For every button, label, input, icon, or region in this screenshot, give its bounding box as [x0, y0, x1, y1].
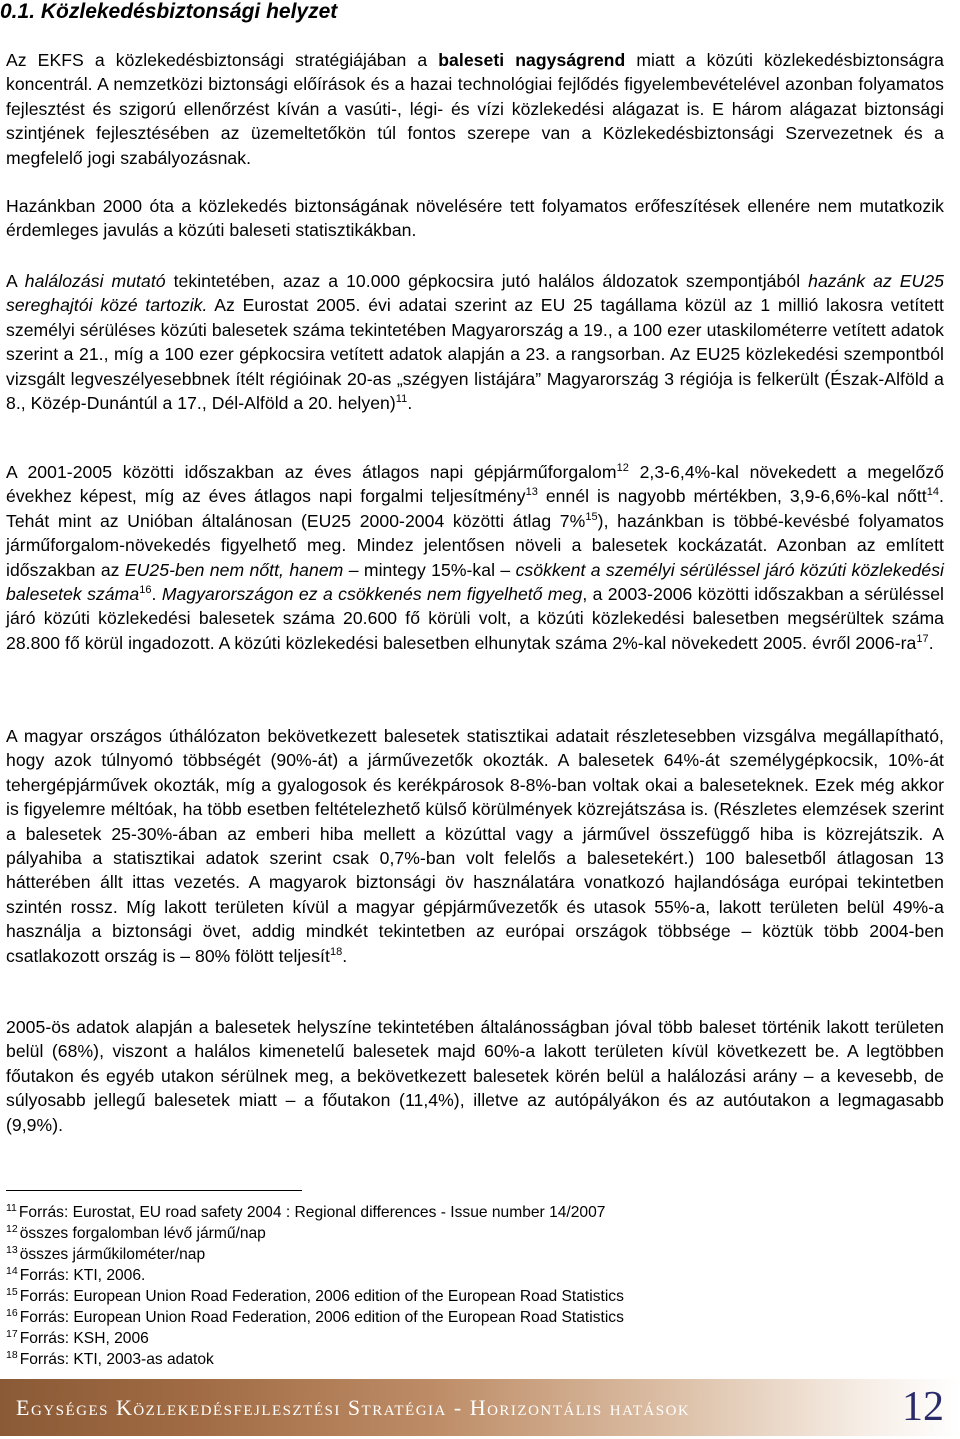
paragraph-1	[6, 48, 944, 170]
footnote-number: 17	[6, 1328, 18, 1340]
footnote-text: Forrás: European Union Road Federation, 2006 edition of the European Road Statistics	[19, 1288, 624, 1305]
section-title: 0.1. Közlekedésbiztonsági helyzet	[0, 0, 338, 23]
italic-text: halálozási mutató	[24, 271, 166, 291]
footnote-number: 15	[6, 1286, 18, 1298]
footnote-number: 18	[6, 1349, 18, 1361]
footnote	[6, 1202, 906, 1223]
paragraph-3	[6, 269, 944, 415]
text-run: 2005-ös adatok alapján a balesetek helyszíne tekintetében általánosságban jóval több baleset történik lakott területen belül (68%), viszont a halálos kimenetelű balesetek majd 60%-a lakott területen kívül következett be. A legtöbben főutakon és egyéb utakon sérülnek meg, a bekövetkezett balesetek körén belül a halálozási arány – a kevesebb, de súlyosabb jellegű balesetek miatt – a főutakon (11,4%), illetve az autópályákon és az autóutakon a legmagasabb (9,9%).	[6, 1017, 944, 1135]
footnote	[6, 1265, 906, 1286]
footnote-reference: 16	[139, 584, 152, 597]
paragraph-block	[6, 460, 944, 655]
text-run: 2,3-6,4%-kal növekedett a megelőző évekhez képest, míg az éves átlagos napi forgalmi teljesítmény	[6, 462, 944, 507]
footnote-reference: 18	[329, 945, 343, 958]
text-run: miatt a közúti közlekedésbiztonságra koncentrál. A nemzetközi biztonsági előírások és a hazai technológiai fejlődés figyelembevételével azonban folyamatos fejlesztést és szigorú ellenőrzést kíván a vasúti-, légi- és vízi közlekedési alágazat is. E három alágazat biztonsági szintjének fejlesztésében az üzemeltetőkön túl fontos szerepe van a Közlekedésbiztonsági Szervezetnek és a megfelelő jogi szabályozásnak.	[6, 50, 944, 168]
text-run: Az EKFS a közlekedésbiztonsági stratégiájában a	[6, 50, 439, 70]
footnote-text: Forrás: European Union Road Federation, 2006 edition of the European Road Statistics	[19, 1309, 624, 1326]
paragraph-block	[6, 269, 944, 415]
footnote-number: 16	[6, 1307, 18, 1319]
paragraph-2	[6, 194, 944, 243]
footnote-text: összes járműkilométer/nap	[19, 1246, 206, 1263]
text-run: tekintetében, azaz a 10.000 gépkocsira jutó halálos áldozatok szempontjából	[165, 271, 809, 291]
footnote	[6, 1223, 906, 1244]
paragraph-4	[6, 460, 944, 655]
footnote-reference: 11	[395, 393, 408, 406]
footnote	[6, 1244, 906, 1265]
text-run: A magyar országos úthálózaton bekövetkezett balesetek statisztikai adatait részletesebben vizsgálva megállapítható, hogy azok túlnyomó többségét (90%-át) a járművezetők okozták. A balesetek 64%-át személygépkocsik, 10%-át tehergépjárművek okozták, míg a gyalogosok és kerékpárosok 8-8%-ban voltak okai a baleseteknek. Ezek még akkor is figyelemre méltóak, ha több esetben feltételezhető külső körülmények közrejátszása is. (Részletes elemzések szerint a balesetek 25-30%-ában az emberi hiba mellett a közúttal vagy a járművel összefüggő hiba is közrejátszik. A pályahiba a statisztikai adatok szerint csak 0,7%-ban volt felelős a balesetekért.) 100 balesetből átlagosan 13 hátterében állt ittas vezetés. A magyarok biztonsági öv használatára vonatkozó hajlandósága európai tekintetben szintén rossz. Míg lakott területen kívül a magyar gépjárművezetők és utasok 55%-a, lakott területen belül 49%-a használja a biztonsági övet, addig mindkét tekintetben az európai országok többsége – köztük több 2004-ben csatlakozott ország is – 80% fölött teljesít	[6, 726, 944, 966]
footnote-text: Forrás: KTI, 2003-as adatok	[19, 1351, 214, 1368]
footnote-text: Forrás: KSH, 2006	[19, 1330, 149, 1347]
text-run: A 2001-2005 közötti időszakban az éves átlagos napi gépjárműforgalom	[6, 462, 617, 482]
footnote-reference: 14	[926, 486, 940, 499]
footnote-number: 13	[6, 1244, 18, 1256]
footnote-reference: 13	[525, 486, 538, 499]
italic-text: EU25-ben nem nőtt, hanem	[124, 559, 344, 580]
italic-text: Magyarországon ez a csökkenés nem figyelhető meg	[161, 584, 583, 605]
text-run: – mintegy 15%-kal –	[343, 559, 516, 580]
paragraph-block	[6, 194, 944, 243]
italic-text: csökkent a személyi sérüléssel járó közúti közlekedési balesetek száma	[6, 559, 945, 605]
footnote-reference: 15	[585, 510, 598, 523]
bold-text: baleseti nagyságrend	[438, 50, 626, 70]
text-run: . Tehát mint az Unióban általánosan (EU25 2000-2004 közötti átlag 7%	[6, 486, 944, 531]
paragraph-5	[6, 724, 944, 968]
text-run: .	[151, 584, 162, 605]
italic-text: hazánk az EU25 sereghajtói közé tartozik.	[6, 271, 944, 316]
text-run: ennél is nagyobb mértékben, 3,9-6,6%-kal nőtt	[537, 486, 927, 507]
paragraph-block	[6, 1015, 944, 1137]
footnotes-list	[6, 1202, 906, 1370]
text-run: Hazánkban 2000 óta a közlekedés biztonságának növelésére tett folyamatos erőfeszítések ellenére nem mutatkozik érdemleges javulás a közúti baleseti statisztikákban.	[6, 196, 944, 241]
text-run: , a 2003-2006 közötti időszakban a sérüléssel járó közúti közlekedési balesetek száma 20.600 fő körüli volt, a közúti közlekedési balesetben megsérültek száma 28.800 fő körül ingadozott. A közúti közlekedési balesetben elhunytak száma 2%-kal növekedett 2005. évről 2006-ra	[6, 584, 944, 653]
text-run: .	[928, 632, 934, 653]
footnote-number: 11	[6, 1202, 17, 1214]
paragraph-block	[6, 724, 944, 968]
page-number: 12	[902, 1384, 944, 1430]
footnote	[6, 1307, 906, 1328]
paragraph-block	[6, 48, 944, 170]
footnote	[6, 1286, 906, 1307]
footnote	[6, 1349, 906, 1370]
footnote-number: 12	[6, 1223, 18, 1235]
paragraph-6	[6, 1015, 944, 1137]
footnote	[6, 1328, 906, 1349]
footnote-text: Forrás: KTI, 2006.	[19, 1267, 146, 1284]
footnote-number: 14	[6, 1265, 18, 1277]
footnote-reference: 12	[616, 462, 629, 474]
footnote-text: összes forgalomban lévő jármű/nap	[19, 1225, 266, 1242]
footnote-separator	[6, 1190, 302, 1191]
footer-title: Egységes Közlekedésfejlesztési Stratégia - Horizontális hatások	[16, 1395, 691, 1420]
text-run: .	[407, 393, 413, 414]
text-run: .	[342, 945, 348, 966]
text-run: ), hazánkban is többé-kevésbé folyamatos járműforgalom-növekedés figyelhető meg. Mindez jelentősen növeli a balesetek kockázatát. Azonban az említett időszakban az	[6, 510, 944, 580]
text-run: Az Eurostat 2005. évi adatai szerint az EU 25 tagállama közül az 1 millió lakosra vetített személyi sérüléses közúti balesetek száma tekintetében Magyarország a 19., a 100 ezer utaskilométerre vetített adatok szerint a 21., míg a 100 ezer gépkocsira vetített adatok alapján a 23. a rangsorban. Az EU25 közlekedési szempontból vizsgált legveszélyesebbnek ítélt régióinak 20-as „szégyen listájára” Magyarország 3 régiója is felkerült (Észak-Alföld a 8., Közép-Dunántúl a 17., Dél-Alföld a 20. helyen)	[6, 295, 944, 414]
footnote-text: Forrás: Eurostat, EU road safety 2004 : Regional differences - Issue number 14/2007	[18, 1204, 606, 1221]
footer-banner	[0, 1379, 960, 1436]
footnote-reference: 17	[916, 632, 929, 645]
text-run: A	[6, 271, 25, 291]
